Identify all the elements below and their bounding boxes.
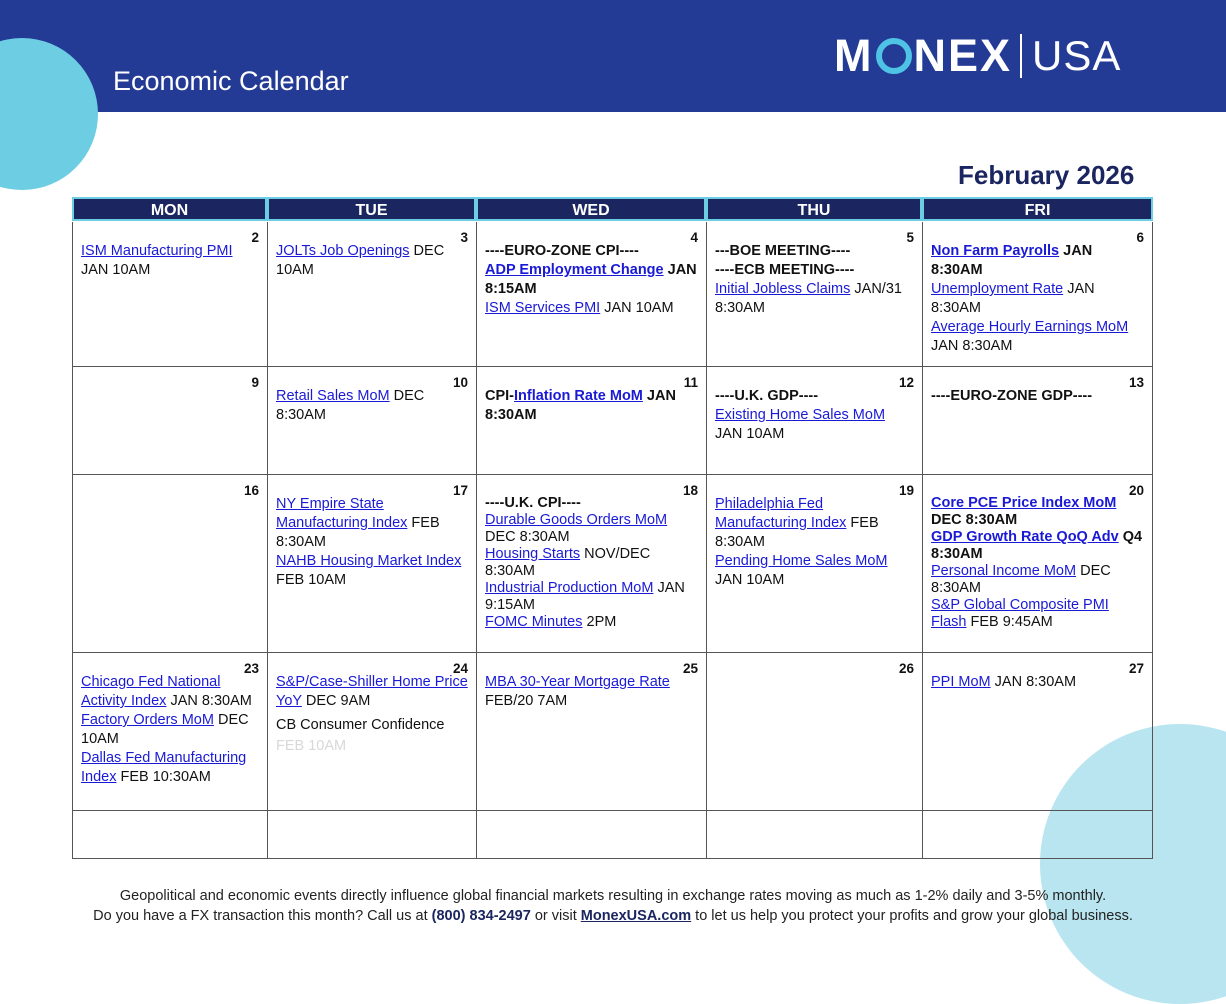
calendar-cell <box>476 222 706 367</box>
event-link[interactable]: Initial Jobless Claims <box>715 281 851 297</box>
event-detail: DEC 8:30AM <box>485 529 570 545</box>
event-detail-muted: FEB 10AM <box>276 738 347 754</box>
calendar-event <box>485 495 700 512</box>
day-header-mon: MON <box>72 197 267 221</box>
calendar-cell <box>267 653 476 811</box>
day-number: 16 <box>243 483 259 498</box>
event-detail: JAN 8:15AM <box>485 262 697 297</box>
event-link[interactable]: Durable Goods Orders MoM <box>485 512 668 528</box>
calendar-event <box>485 546 700 580</box>
event-detail: JAN 10AM <box>600 300 674 316</box>
event-detail: JAN 8:30AM <box>990 674 1077 690</box>
calendar-event <box>276 715 470 757</box>
calendar-cell <box>267 367 476 475</box>
event-detail: FEB 9:45AM <box>966 614 1053 630</box>
calendar-event <box>485 614 700 631</box>
event-detail: DEC 8:30AM <box>276 388 425 423</box>
day-number: 12 <box>898 375 914 390</box>
event-link[interactable]: Dallas Fed Manufacturing Index <box>81 750 247 785</box>
day-number: 2 <box>251 230 259 245</box>
calendar-cell <box>72 653 267 811</box>
calendar-event <box>276 673 470 711</box>
calendar-event <box>485 673 700 711</box>
calendar-cell <box>267 222 476 367</box>
calendar-event <box>81 711 261 749</box>
calendar-cell <box>476 367 706 475</box>
day-number: 11 <box>683 375 698 390</box>
phone-link[interactable]: (800) 834-2497 <box>431 908 531 924</box>
day-number: 4 <box>690 230 698 245</box>
calendar-event <box>715 552 916 590</box>
event-detail: Q4 8:30AM <box>931 529 1143 562</box>
event-detail: DEC 8:30AM <box>931 512 1018 528</box>
event-detail: ----U.K. CPI---- <box>485 495 581 511</box>
event-detail: ----EURO-ZONE GDP---- <box>931 388 1093 404</box>
event-link[interactable]: Inflation Rate MoM <box>514 388 643 404</box>
event-detail: JAN 10AM <box>81 262 151 278</box>
calendar-cell <box>706 367 922 475</box>
calendar-event <box>276 242 470 280</box>
event-detail: FEB/20 7AM <box>485 693 568 709</box>
event-detail: FEB 10:30AM <box>116 769 211 785</box>
day-number: 26 <box>898 661 914 676</box>
calendar-event <box>715 387 916 406</box>
event-detail: JAN 8:30AM <box>485 388 676 423</box>
day-header-fri: FRI <box>922 197 1153 221</box>
event-detail: JAN 10AM <box>715 426 785 442</box>
footer-line-2: Do you have a FX transaction this month? Call us at (800) 834-2497 or visit MonexUSA.com to let us help you protect your profits and grow your global business. <box>93 908 1133 924</box>
logo-usa: USA <box>1032 32 1122 79</box>
event-link[interactable]: Housing Starts <box>485 546 581 562</box>
event-detail: DEC 10AM <box>276 243 445 278</box>
calendar-event <box>485 387 700 425</box>
day-header-thu: THU <box>706 197 922 221</box>
calendar-event <box>485 242 700 261</box>
event-prefix: CPI- <box>485 388 514 404</box>
event-link[interactable]: MBA 30-Year Mortgage Rate <box>485 674 670 690</box>
calendar-cell <box>706 653 922 811</box>
footer-line-1: Geopolitical and economic events directly influence global financial markets resulting in exchange rates moving as much as 1-2% daily and 3-5% monthly. <box>119 888 1107 904</box>
event-link[interactable]: Industrial Production MoM <box>485 580 654 596</box>
event-detail: DEC 9AM <box>301 693 371 709</box>
calendar-cell <box>922 222 1153 367</box>
event-link[interactable]: S&P Global Composite PMI Flash <box>931 597 1109 630</box>
calendar-event <box>276 552 470 590</box>
event-link[interactable]: Existing Home Sales MoM <box>715 407 886 423</box>
day-number: 25 <box>682 661 698 676</box>
calendar-event <box>276 387 470 425</box>
calendar-cell <box>476 653 706 811</box>
calendar-cell <box>476 811 706 859</box>
calendar-cell <box>476 475 706 653</box>
day-number: 24 <box>452 661 468 676</box>
day-number: 3 <box>460 230 468 245</box>
event-detail: DEC 10AM <box>81 712 249 747</box>
calendar-cell <box>922 653 1153 811</box>
calendar-event <box>715 495 916 552</box>
calendar-event <box>931 318 1146 356</box>
event-detail: 2PM <box>582 614 617 630</box>
event-detail: JAN 10AM <box>715 572 785 588</box>
month-title: February 2026 <box>958 160 1135 190</box>
logo-ring-icon <box>876 38 912 74</box>
event-link[interactable]: Unemployment Rate <box>931 281 1064 297</box>
event-link[interactable]: S&P/Case-Shiller Home Price YoY <box>276 674 468 709</box>
calendar-cell <box>72 811 267 859</box>
day-number: 6 <box>1136 230 1144 245</box>
day-number: 5 <box>906 230 914 245</box>
event-link[interactable]: Pending Home Sales MoM <box>715 553 888 569</box>
logo-wordmark: M NEX <box>834 30 1013 81</box>
day-number: 18 <box>682 483 698 498</box>
day-number: 13 <box>1128 375 1144 390</box>
calendar-cell <box>72 475 267 653</box>
event-detail: CB Consumer Confidence <box>276 717 445 733</box>
calendar-cell <box>72 222 267 367</box>
event-detail: ---BOE MEETING---- <box>715 243 851 259</box>
calendar-event <box>931 529 1146 563</box>
event-detail: DEC 8:30AM <box>931 563 1111 596</box>
event-link[interactable]: PPI MoM <box>931 674 991 690</box>
day-header-tue: TUE <box>267 197 476 221</box>
event-link[interactable]: NY Empire State Manufacturing Index <box>276 496 408 531</box>
calendar-cell <box>922 811 1153 859</box>
calendar-event <box>81 673 261 711</box>
event-detail: FEB 8:30AM <box>715 515 879 550</box>
calendar-event <box>931 563 1146 597</box>
event-detail: JAN 8:30AM <box>166 693 252 709</box>
event-detail: FEB 8:30AM <box>276 515 440 550</box>
calendar-event <box>715 242 916 261</box>
calendar-event <box>931 242 1146 280</box>
calendar-cell <box>706 811 922 859</box>
event-link[interactable]: Factory Orders MoM <box>81 712 214 728</box>
calendar-cell <box>267 811 476 859</box>
event-link[interactable]: Retail Sales MoM <box>276 388 390 404</box>
event-link[interactable]: Personal Income MoM <box>931 563 1077 579</box>
website-link[interactable]: MonexUSA.com <box>580 908 692 924</box>
calendar-event <box>485 580 700 614</box>
event-detail: ----ECB MEETING---- <box>715 262 855 278</box>
day-number: 17 <box>452 483 468 498</box>
event-detail: JAN 9:15AM <box>485 580 685 613</box>
logo-divider <box>1020 34 1022 78</box>
calendar-event <box>715 406 916 444</box>
calendar-event <box>485 299 700 318</box>
event-detail: JAN/31 8:30AM <box>715 281 902 316</box>
event-link[interactable]: Average Hourly Earnings MoM <box>931 319 1129 335</box>
day-number: 27 <box>1128 661 1144 676</box>
monex-logo <box>834 30 1121 82</box>
calendar-event <box>276 495 470 552</box>
calendar-event <box>931 673 1146 692</box>
day-header-wed: WED <box>476 197 706 221</box>
event-link[interactable]: JOLTs Job Openings <box>276 243 410 259</box>
calendar-cell <box>706 475 922 653</box>
calendar-event <box>81 242 261 280</box>
event-link[interactable]: GDP Growth Rate QoQ Adv <box>931 529 1119 545</box>
calendar-event <box>715 280 916 318</box>
event-detail: ----EURO-ZONE CPI---- <box>485 243 639 259</box>
event-link[interactable]: Core PCE Price Index MoM <box>931 495 1117 511</box>
calendar-event <box>81 749 261 787</box>
event-detail: JAN 8:30AM <box>931 281 1095 316</box>
day-number: 9 <box>251 375 259 390</box>
calendar-event <box>931 280 1146 318</box>
event-detail: JAN 8:30AM <box>931 338 1013 354</box>
event-detail: NOV/DEC 8:30AM <box>485 546 651 579</box>
day-number: 20 <box>1128 483 1144 498</box>
day-number: 19 <box>898 483 914 498</box>
page-title: Economic Calendar <box>113 66 349 96</box>
event-link[interactable]: ADP Employment Change <box>485 262 664 278</box>
calendar-event <box>715 261 916 280</box>
event-link[interactable]: FOMC Minutes <box>485 614 583 630</box>
calendar-event <box>931 495 1146 529</box>
event-link[interactable]: ISM Services PMI <box>485 300 601 316</box>
calendar-event <box>485 512 700 546</box>
event-link[interactable]: NAHB Housing Market Index <box>276 553 462 569</box>
calendar-cell <box>922 475 1153 653</box>
calendar-event <box>485 261 700 299</box>
event-link[interactable]: Philadelphia Fed Manufacturing Index <box>715 496 847 531</box>
day-number: 23 <box>243 661 259 676</box>
calendar-cell <box>922 367 1153 475</box>
calendar-cell <box>72 367 267 475</box>
event-link[interactable]: ISM Manufacturing PMI <box>81 243 233 259</box>
calendar-event <box>931 387 1146 406</box>
event-link[interactable]: Chicago Fed National Activity Index <box>81 674 221 709</box>
calendar-event <box>931 597 1146 631</box>
event-detail: JAN 8:30AM <box>931 243 1093 278</box>
footer <box>0 886 1226 926</box>
event-link[interactable]: Non Farm Payrolls <box>931 243 1060 259</box>
event-detail: FEB 10AM <box>276 572 347 588</box>
event-detail: ----U.K. GDP---- <box>715 388 819 404</box>
day-number: 10 <box>452 375 468 390</box>
calendar-cell <box>267 475 476 653</box>
calendar-cell <box>706 222 922 367</box>
